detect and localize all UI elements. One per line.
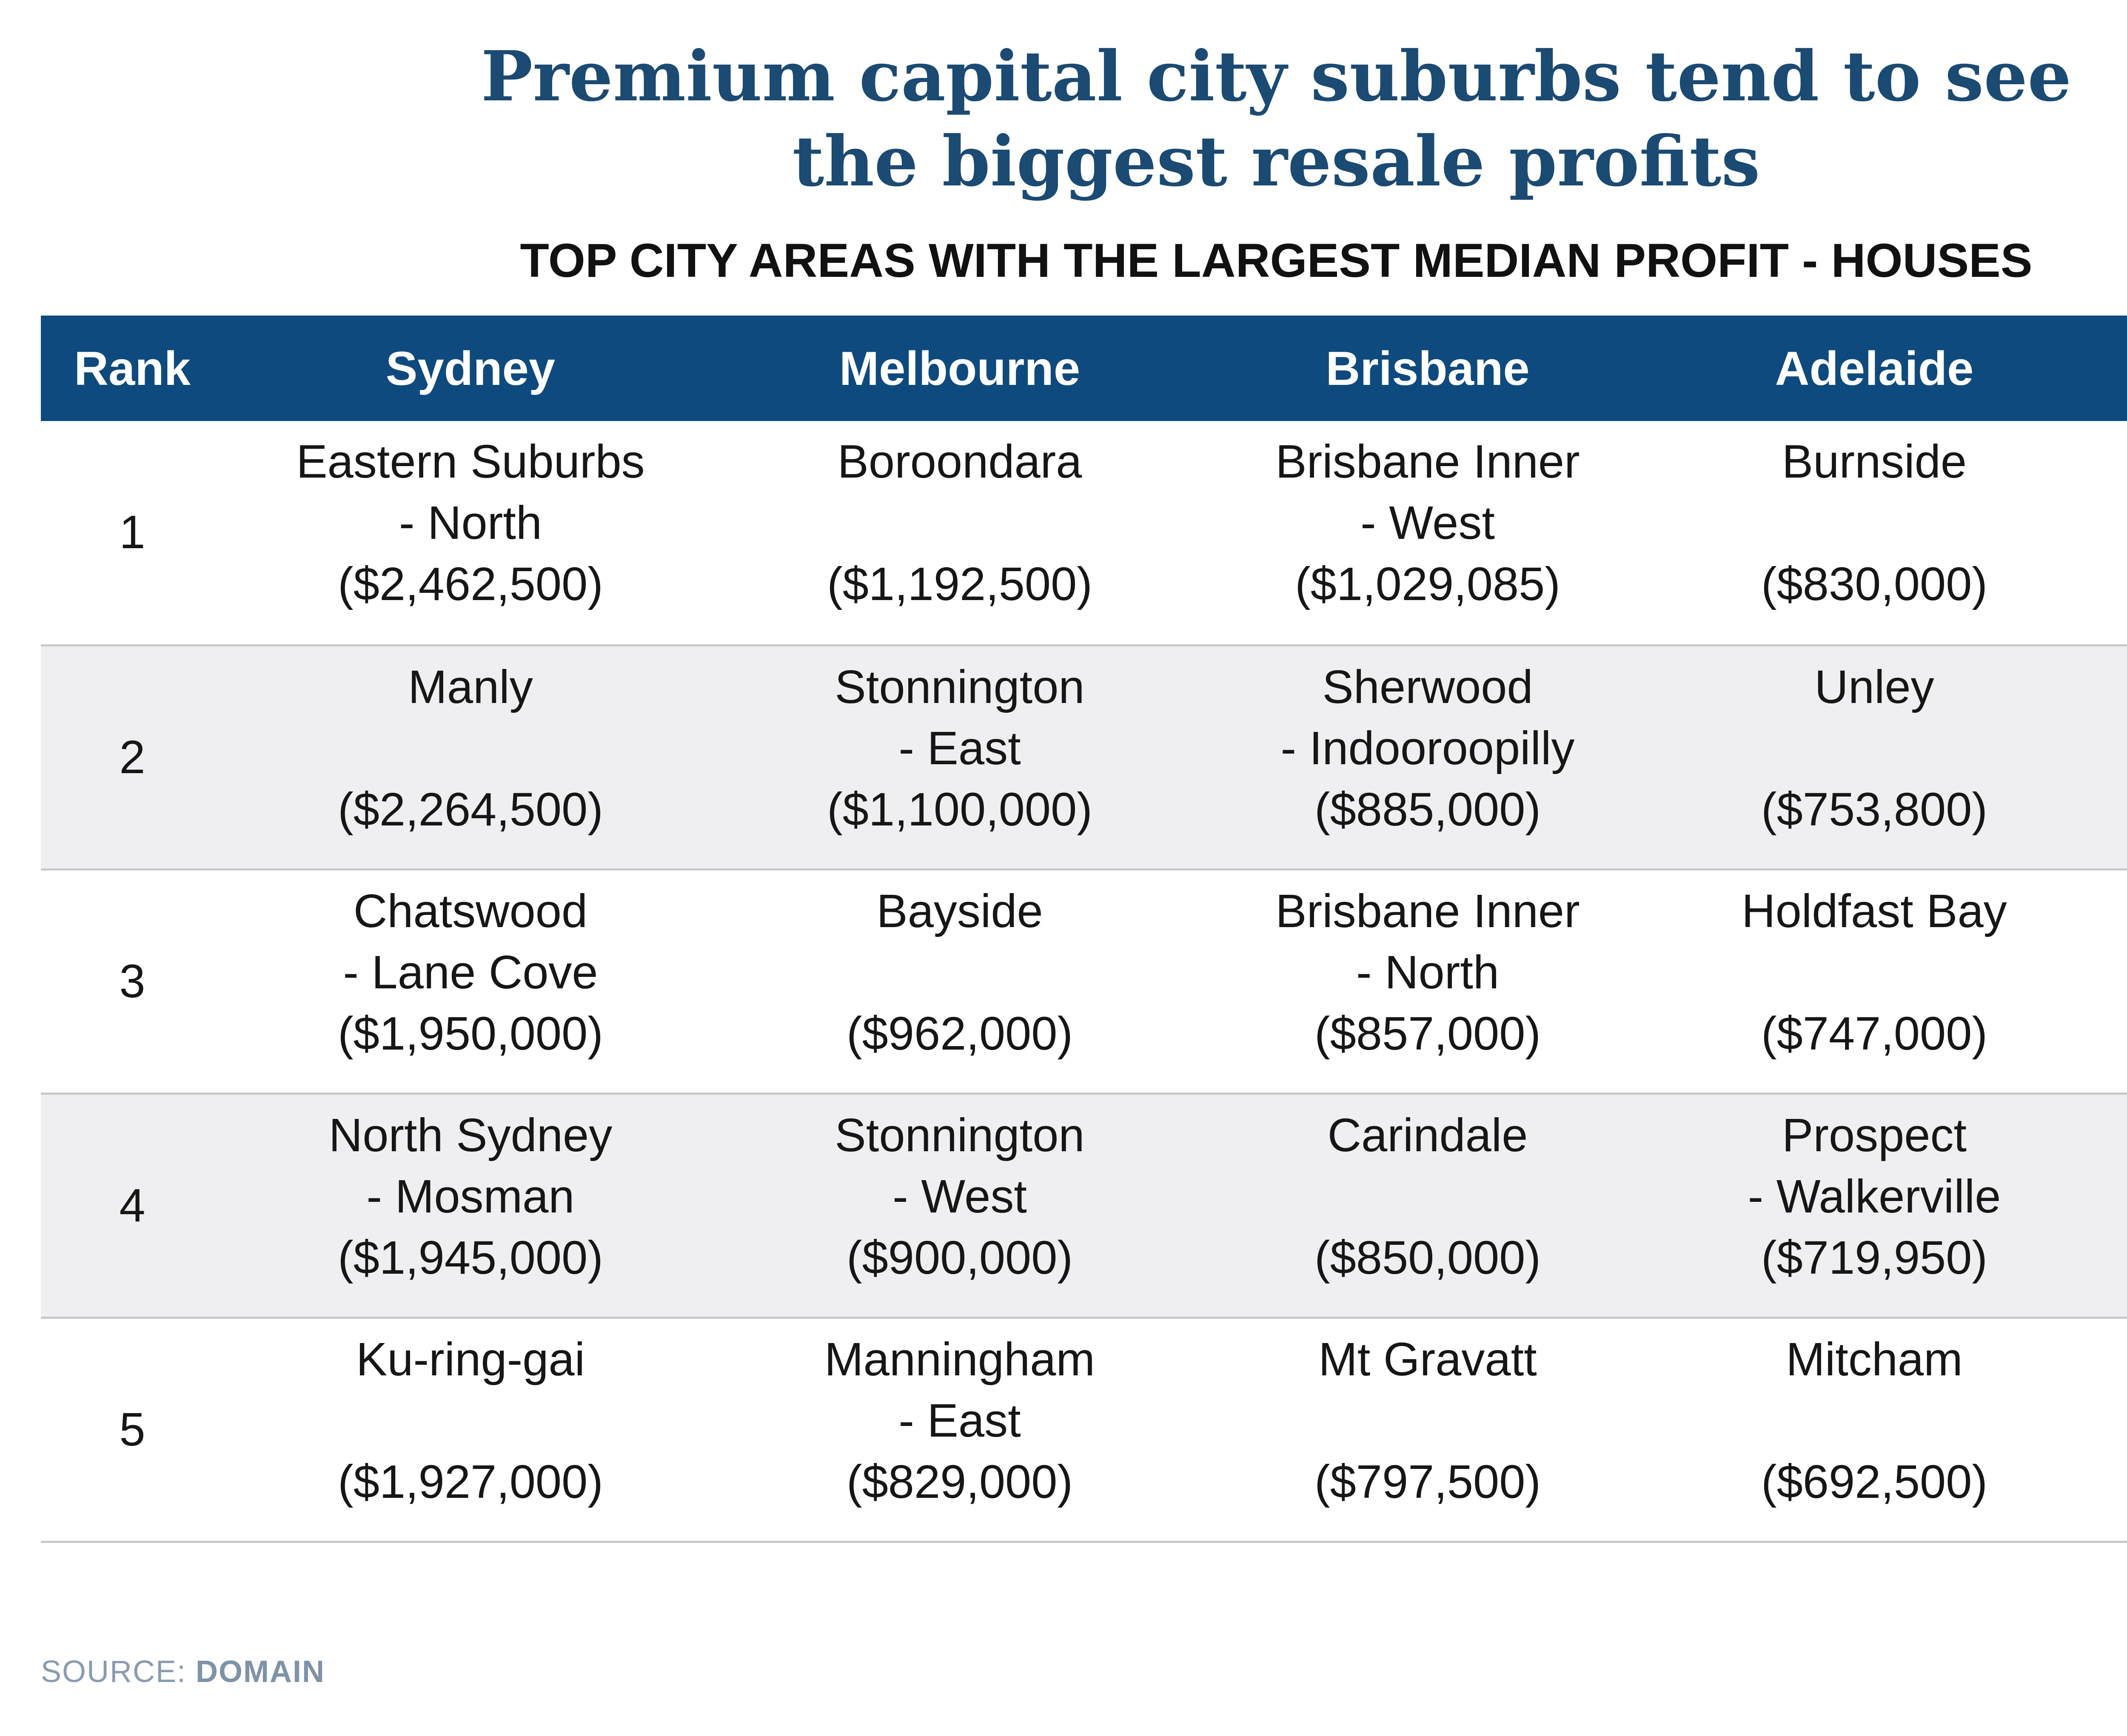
table-header (41, 316, 2127, 421)
table-row (41, 645, 2127, 869)
profit-table (41, 316, 2127, 1543)
column-header-sydney: Sydney (385, 342, 556, 395)
area-name: Mitcham (1786, 1333, 1963, 1386)
median-profit-value: ($1,029,085) (1295, 558, 1560, 610)
area-name: Unley (1814, 660, 1934, 713)
area-cell-adelaide (1653, 645, 2096, 869)
area-name: Chatswood (353, 885, 588, 937)
area-name-continued: - East (898, 1394, 1021, 1447)
chart-title-line-1: Premium capital city suburbs tend to see (481, 36, 2072, 117)
area-cell-adelaide (1653, 1093, 2096, 1318)
area-cell-content (1202, 871, 1653, 1064)
area-cell-brisbane (1202, 1093, 1653, 1318)
area-cell-adelaide (1653, 421, 2096, 645)
area-name: Manningham (824, 1333, 1095, 1386)
area-name-continued: - Walkerville (1748, 1170, 2001, 1223)
chart-title-line-2: the biggest resale profits (792, 121, 1760, 202)
area-cell-brisbane (1202, 869, 1653, 1093)
area-cell-brisbane (1202, 1318, 1653, 1542)
column-header-adelaide: Adelaide (1775, 342, 1974, 395)
area-cell-perth (2096, 645, 2127, 869)
rank-cell: 3 (119, 955, 145, 1007)
table-row (41, 1318, 2127, 1542)
area-cell-content (717, 871, 1202, 1064)
area-name-continued: - West (892, 1170, 1027, 1223)
rank-cell: 1 (119, 506, 145, 559)
area-name: Stonnington (835, 1109, 1085, 1161)
area-cell-brisbane (1202, 421, 1653, 645)
rank-cell: 2 (119, 731, 145, 783)
area-cell-content (224, 871, 717, 1064)
median-profit-value: ($1,100,000) (827, 783, 1092, 836)
area-name: Stonnington (835, 660, 1085, 713)
area-cell-content (224, 1095, 717, 1289)
area-cell-content (717, 1319, 1202, 1513)
median-profit-value: ($797,500) (1314, 1455, 1541, 1508)
area-name: Brisbane Inner (1275, 435, 1580, 488)
median-profit-value: ($747,000) (1761, 1007, 1988, 1060)
area-cell-melbourne (717, 421, 1202, 645)
table-subtitle: TOP CITY AREAS WITH THE LARGEST MEDIAN PROFIT - HOUSES (520, 234, 2033, 287)
area-cell-sydney (224, 421, 717, 645)
table-row (41, 1093, 2127, 1318)
median-profit-value: ($2,462,500) (338, 558, 603, 610)
median-profit-value: ($900,000) (846, 1231, 1073, 1284)
area-cell-content (1202, 646, 1653, 840)
area-cell-sydney (224, 1093, 717, 1318)
area-cell-content (717, 1095, 1202, 1289)
area-cell-perth (2096, 1318, 2127, 1542)
area-cell-adelaide (1653, 869, 2096, 1093)
area-name: Mt Gravatt (1318, 1333, 1537, 1386)
median-profit-value: ($1,192,500) (827, 558, 1092, 610)
area-name: North Sydney (328, 1109, 613, 1161)
area-cell-content (717, 646, 1202, 840)
area-cell-perth (2096, 1093, 2127, 1318)
area-cell-content (1653, 421, 2096, 615)
median-profit-value: ($830,000) (1761, 558, 1988, 610)
area-name-continued: - North (399, 497, 542, 549)
area-cell-content (2096, 1095, 2127, 1289)
area-name-continued: - Indooroopilly (1280, 722, 1575, 774)
table-row (41, 869, 2127, 1093)
median-profit-value: ($857,000) (1314, 1007, 1541, 1060)
area-name-continued: - East (898, 722, 1021, 774)
area-name: Manly (408, 660, 533, 713)
area-name-continued: - North (1356, 946, 1500, 999)
column-header-perth (2096, 316, 2127, 421)
area-name: Burnside (1782, 435, 1967, 488)
median-profit-value: ($885,000) (1314, 783, 1541, 836)
table-body (41, 421, 2127, 1542)
area-cell-content (1653, 871, 2096, 1064)
source-name: DOMAIN (196, 1655, 325, 1689)
area-cell-sydney (224, 869, 717, 1093)
area-cell-sydney (224, 1318, 717, 1542)
area-cell-perth (2096, 869, 2127, 1093)
median-profit-value: ($1,945,000) (338, 1231, 603, 1284)
source-note (41, 1654, 325, 1689)
source-label: SOURCE: (41, 1655, 196, 1689)
column-header-melbourne: Melbourne (839, 342, 1081, 395)
area-name: Bayside (876, 885, 1043, 937)
area-cell-content (1202, 1095, 1653, 1289)
area-cell-content (224, 421, 717, 615)
median-profit-value: ($719,950) (1761, 1231, 1988, 1284)
median-profit-value: ($829,000) (846, 1455, 1073, 1508)
area-cell-content (1202, 1319, 1653, 1513)
area-cell-sydney (224, 645, 717, 869)
area-cell-content (1653, 1319, 2096, 1513)
chart-title (0, 34, 2127, 204)
area-cell-brisbane (1202, 645, 1653, 869)
table-row (41, 421, 2127, 645)
area-cell-melbourne (717, 645, 1202, 869)
area-name: Carindale (1327, 1109, 1528, 1161)
area-cell-content (2096, 646, 2127, 840)
area-name: Sherwood (1322, 660, 1533, 713)
area-name-continued: - West (1360, 497, 1495, 549)
column-header-brisbane: Brisbane (1326, 342, 1530, 395)
median-profit-value: ($2,264,500) (338, 783, 603, 836)
area-name-continued: - Lane Cove (343, 946, 598, 999)
median-profit-value: ($1,927,000) (338, 1455, 603, 1508)
area-cell-melbourne (717, 1318, 1202, 1542)
area-cell-perth (2096, 421, 2127, 645)
area-cell-content (2096, 1319, 2127, 1513)
rank-cell: 5 (119, 1403, 145, 1456)
area-cell-content (1653, 646, 2096, 840)
area-cell-content (224, 1319, 717, 1513)
area-name: Ku-ring-gai (356, 1333, 585, 1386)
median-profit-value: ($753,800) (1761, 783, 1988, 836)
area-cell-content (224, 646, 717, 840)
column-header-rank: Rank (74, 342, 191, 395)
median-profit-value: ($850,000) (1314, 1231, 1541, 1284)
area-cell-content (1653, 1095, 2096, 1289)
area-cell-content (2096, 421, 2127, 615)
area-cell-melbourne (717, 1093, 1202, 1318)
area-cell-melbourne (717, 869, 1202, 1093)
area-name-continued: - Mosman (366, 1170, 575, 1223)
area-name: Prospect (1782, 1109, 1967, 1161)
median-profit-value: ($692,500) (1761, 1455, 1988, 1508)
area-name: Holdfast Bay (1742, 885, 2007, 937)
area-cell-content (2096, 871, 2127, 1064)
area-cell-content (1202, 421, 1653, 615)
area-cell-adelaide (1653, 1318, 2096, 1542)
median-profit-value: ($962,000) (846, 1007, 1073, 1060)
area-name: Boroondara (837, 435, 1082, 488)
rank-cell: 4 (119, 1179, 145, 1232)
profit-table-container (41, 316, 2127, 1543)
area-cell-content (717, 421, 1202, 615)
table-header-row (41, 316, 2127, 421)
median-profit-value: ($1,950,000) (338, 1007, 603, 1060)
area-name: Eastern Suburbs (296, 435, 645, 488)
area-name: Brisbane Inner (1275, 885, 1580, 937)
